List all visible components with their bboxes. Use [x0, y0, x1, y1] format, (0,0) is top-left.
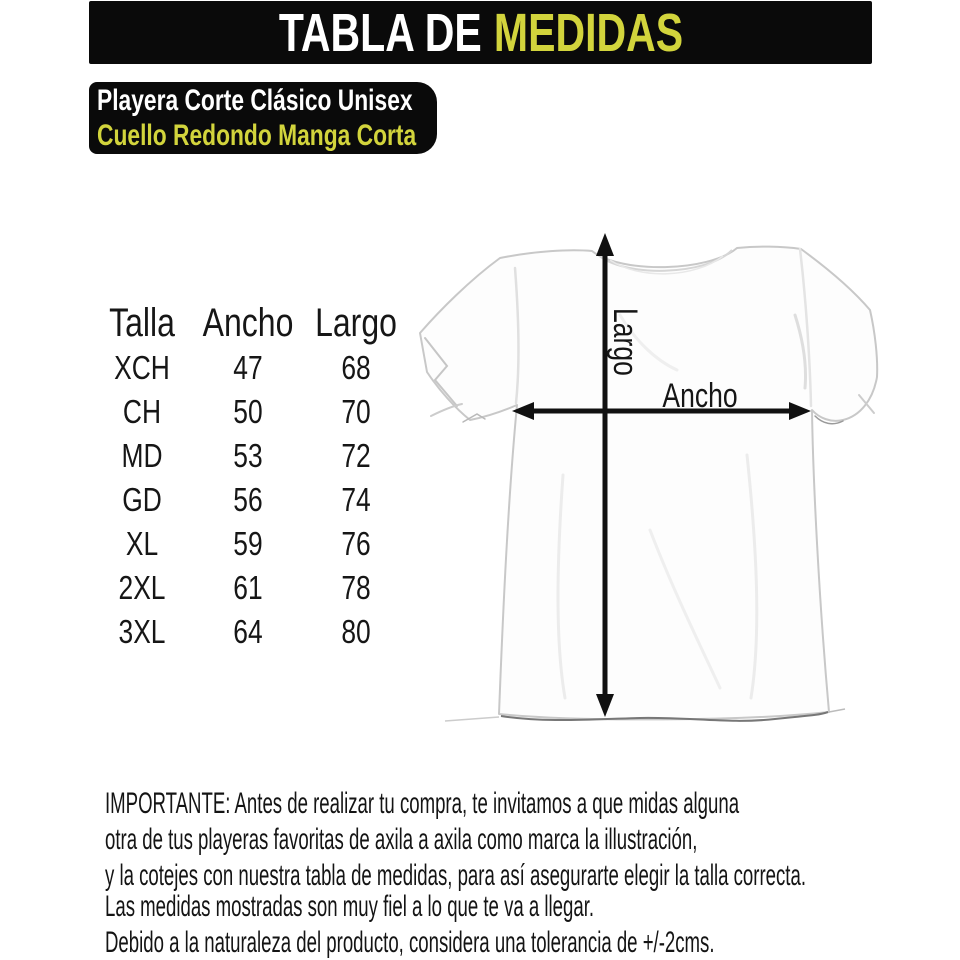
note-line: y la cotejes con nuestra tabla de medidas, para así asegurarte elegir la talla correcta. [105, 859, 806, 892]
page-title-part2: MEDIDAS [493, 2, 683, 63]
page-title-part1: TABLA DE [278, 2, 482, 63]
important-note [105, 786, 960, 894]
table-cell: 47 [233, 349, 263, 386]
table-header-ancho: Ancho [202, 300, 294, 345]
table-cell: 2XL [118, 569, 166, 606]
table-cell: 76 [341, 525, 371, 562]
page-title [278, 2, 683, 63]
table-cell: MD [121, 437, 163, 474]
table-cell: 70 [341, 393, 371, 430]
table-cell: CH [122, 393, 162, 430]
tshirt-diagram [415, 220, 885, 755]
note-line: Debido a la naturaleza del producto, considera una tolerancia de +/-2cms. [105, 926, 715, 959]
table-cell: 78 [341, 569, 371, 606]
table-cell: XCH [114, 349, 170, 386]
tolerance-note [105, 889, 960, 960]
note-line: Las medidas mostradas son muy fiel a lo que te va a llegar. [105, 890, 595, 923]
product-label-box [89, 82, 437, 154]
size-table [88, 300, 412, 654]
table-cell: 72 [341, 437, 371, 474]
product-line-1: Playera Corte Clásico Unisex [97, 84, 413, 117]
table-header-largo: Largo [315, 300, 397, 345]
table-cell: XL [125, 525, 159, 562]
table-cell: 59 [233, 525, 263, 562]
note-line: otra de tus playeras favoritas de axila a axila como marca la illustración, [105, 823, 698, 856]
table-cell: GD [122, 481, 162, 518]
table-cell: 64 [233, 613, 263, 650]
tshirt-illustration [420, 247, 877, 720]
table-cell: 61 [233, 569, 263, 606]
table-cell: 53 [233, 437, 263, 474]
ancho-label: Ancho [662, 376, 738, 415]
table-cell: 74 [341, 481, 371, 518]
table-header-talla: Talla [109, 300, 175, 345]
table-cell: 68 [341, 349, 371, 386]
product-line-2: Cuello Redondo Manga Corta [97, 119, 417, 152]
table-cell: 80 [341, 613, 371, 650]
title-bar [89, 1, 872, 64]
table-cell: 3XL [118, 613, 166, 650]
largo-label: Largo [606, 308, 645, 376]
note-line: IMPORTANTE: Antes de realizar tu compra, te invitamos a que midas alguna [105, 787, 740, 820]
table-cell: 56 [233, 481, 263, 518]
table-cell: 50 [233, 393, 263, 430]
